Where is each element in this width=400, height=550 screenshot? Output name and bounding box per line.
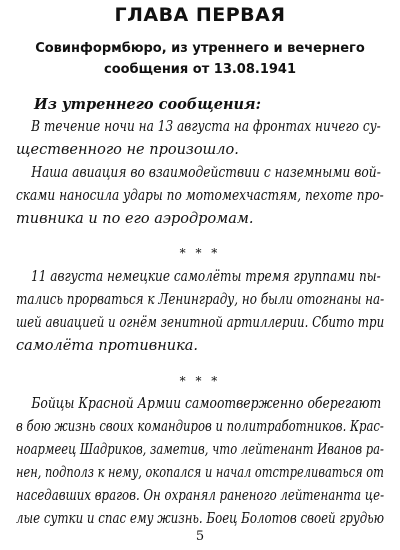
section-heading: Из утреннего сообщения: <box>34 96 261 113</box>
paragraph <box>16 116 384 162</box>
text-line: сками наносила удары по мотомехчастям, пехоте про- <box>16 188 384 204</box>
page-number: 5 <box>195 529 205 544</box>
text-line: тивника и по его аэродромам. <box>16 211 254 227</box>
text-line: 11 августа немецкие самолёты тремя группами пы- <box>31 269 381 285</box>
subtitle-line: Совинформбюро, из утреннего и вечернего <box>35 41 365 56</box>
section-subtitle <box>0 38 400 80</box>
section-separator: * * * <box>179 374 221 388</box>
chapter-title: ГЛАВА ПЕРВАЯ <box>114 4 286 26</box>
text-line: Бойцы Красной Армии самоотверженно оберегают <box>31 396 382 412</box>
text-line: Наша авиация во взаимодействии с наземными вой- <box>31 165 381 181</box>
paragraph <box>16 266 384 358</box>
text-line: самолёта противника. <box>16 338 199 354</box>
text-line: ноармеец Шадриков, заметив, что лейтенант Иванов ра- <box>16 442 384 458</box>
text-line: нен, подполз к нему, окопался и начал отстреливаться от <box>16 465 384 481</box>
text-line: наседавших врагов. Он охранял раненого лейтенанта це- <box>16 488 385 504</box>
text-line: тались прорваться к Ленинграду, но были отогнаны на- <box>16 292 385 308</box>
paragraph <box>16 393 384 531</box>
text-line: шей авиацией и огнём зенитной артиллерии. Сбито три <box>16 315 385 331</box>
text-line: в бою жизнь своих командиров и политработников. Крас- <box>16 419 384 435</box>
text-line: щественного не произошло. <box>16 142 239 158</box>
text-line: В течение ночи на 13 августа на фронтах ничего су- <box>31 119 381 135</box>
section-separator: * * * <box>179 246 221 260</box>
text-line: лые сутки и спас ему жизнь. Боец Болотов своей грудью <box>16 511 385 527</box>
paragraph <box>16 162 384 231</box>
subtitle-line: сообщения от 13.08.1941 <box>103 62 297 77</box>
